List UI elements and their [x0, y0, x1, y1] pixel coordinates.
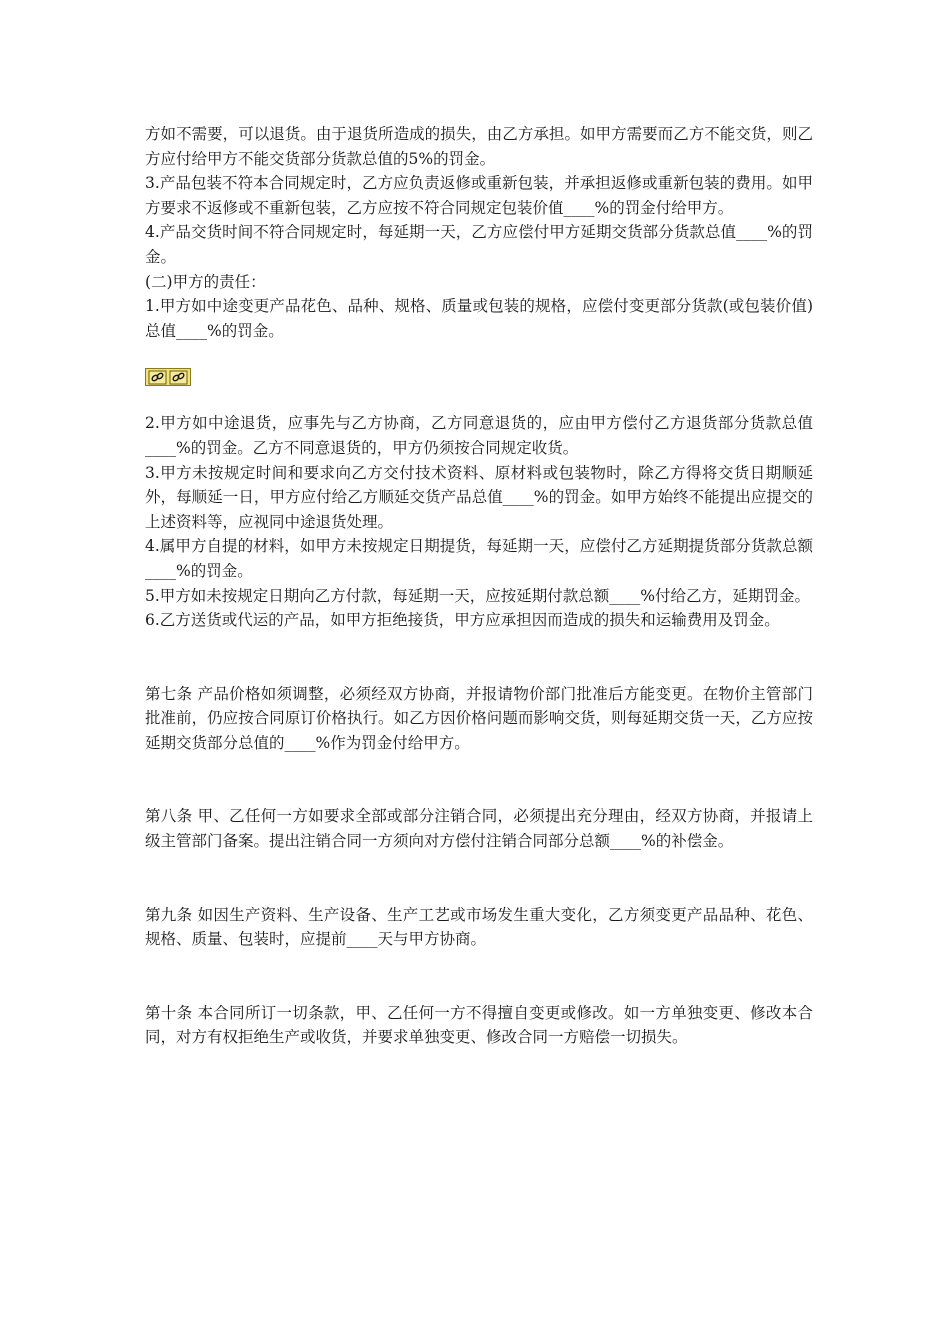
- article-10: 第十条 本合同所订一切条款，甲、乙任何一方不得擅自变更或修改。如一方单独变更、修改本合同，对方有权拒绝生产或收货，并要求单独变更、修改合同一方赔偿一切损失。: [145, 1003, 813, 1047]
- link-icon: [148, 370, 167, 385]
- paragraph: 2.甲方如中途退货，应事先与乙方协商，乙方同意退货的，应由甲方偿付乙方退货部分货款总值____%的罚金。乙方不同意退货的，甲方仍须按合同规定收货。: [145, 414, 813, 457]
- paragraph: 4.产品交货时间不符合同规定时，每延期一天，乙方应偿付甲方延期交货部分货款总值____%的罚金。: [145, 223, 813, 266]
- document-page: [145, 122, 813, 1050]
- paragraph: 5.甲方如未按规定日期向乙方付款，每延期一天，应按延期付款总额____%付给乙方，延期罚金。: [145, 586, 811, 605]
- paragraph: 3.甲方未按规定时间和要求向乙方交付技术资料、原材料或包装物时，除乙方得将交货日期顺延外，每顺延一日，甲方应付给乙方顺延交货产品总值____%的罚金。如甲方始终不能提出应提交的上述资料等，应视同中途退货处理。: [145, 463, 813, 531]
- paragraph: 6.乙方送货或代运的产品，如甲方拒绝接货，甲方应承担因而造成的损失和运输费用及罚金。: [145, 611, 780, 630]
- spacer: [145, 854, 813, 903]
- paragraph: 4.属甲方自提的材料，如甲方未按规定日期提货，每延期一天，应偿付乙方延期提货部分货款总额____%的罚金。: [145, 537, 813, 580]
- section-heading: (二)甲方的责任：: [145, 272, 266, 291]
- link-icon: [169, 370, 188, 385]
- paragraph-block-1: [145, 122, 813, 343]
- article-8: 第八条 甲、乙任何一方如要求全部或部分注销合同，必须提出充分理由，经双方协商，并报请上级主管部门备案。提出注销合同一方须向对方偿付注销合同部分总额____%的补偿金。: [145, 807, 813, 851]
- article-9: 第九条 如因生产资料、生产设备、生产工艺或市场发生重大变化，乙方须变更产品品种、花色、规格、质量、包装时，应提前____天与甲方协商。: [145, 905, 813, 949]
- article-7: 第七条 产品价格如须调整，必须经双方协商，并报请物价部门批准后方能变更。在物价主管部门批准前，仍应按合同原订价格执行。如乙方因价格问题而影响交货，则每延期交货一天，乙方应按延期交货部分总值的____%作为罚金付给甲方。: [145, 684, 813, 752]
- embedded-object-row: [145, 365, 813, 389]
- spacer: [145, 755, 813, 804]
- spacer: [145, 952, 813, 1001]
- paragraph: 3.产品包装不符本合同规定时，乙方应负责返修或重新包装，并承担返修或重新包装的费用。如甲方要求不返修或不重新包装，乙方应按不符合同规定包装价值____%的罚金付给甲方。: [145, 174, 813, 217]
- spacer: [145, 633, 813, 682]
- paragraph-block-2: [145, 411, 813, 632]
- paragraph: 1.甲方如中途变更产品花色、品种、规格、质量或包装的规格，应偿付变更部分货款(或包装价值)总值____%的罚金。: [145, 297, 813, 340]
- embedded-object-icon[interactable]: [145, 368, 191, 386]
- paragraph: 方如不需要，可以退货。由于退货所造成的损失，由乙方承担。如甲方需要而乙方不能交货，则乙方应付给甲方不能交货部分货款总值的5%的罚金。: [145, 125, 813, 168]
